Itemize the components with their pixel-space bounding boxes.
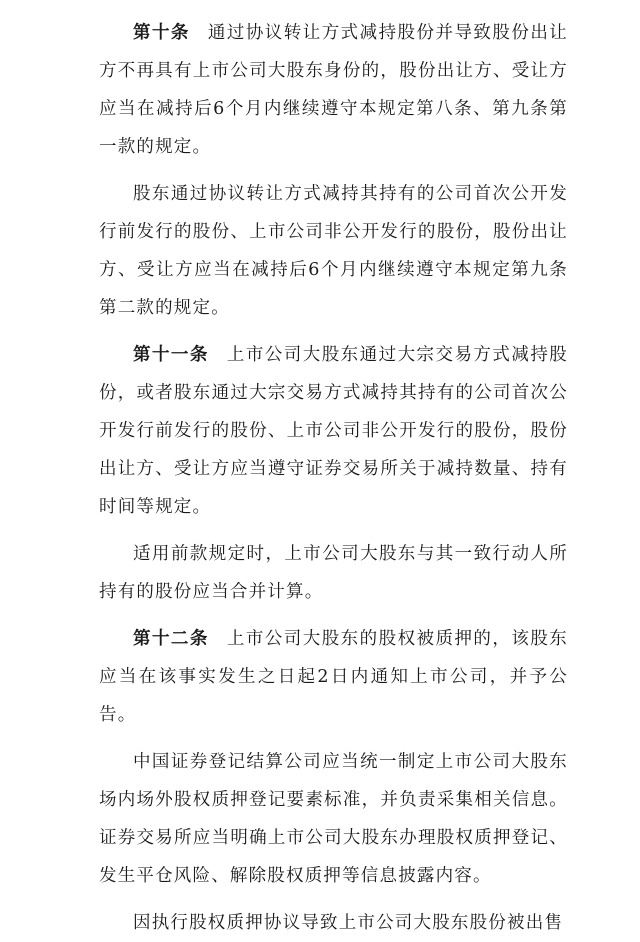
paragraph-text: 因执行股权质押协议导致上市公司大股东股份被出售	[133, 913, 564, 933]
paragraph-article-11-clause-2	[99, 535, 568, 611]
paragraph-article-12-clause-3	[99, 904, 568, 942]
paragraph-article-12-clause-2	[99, 743, 568, 895]
article-number: 第十一条	[133, 345, 209, 365]
paragraph-article-10-clause-2	[99, 175, 568, 327]
paragraph-text: 股东通过协议转让方式减持其持有的公司首次公开发行前发行的股份、上市公司非公开发行的股份，股份出让方、受让方应当在减持后6个月内继续遵守本规定第九条第二款的规定。	[99, 184, 568, 318]
paragraph-text: 适用前款规定时，上市公司大股东与其一致行动人所持有的股份应当合并计算。	[99, 544, 568, 602]
paragraph-article-12	[99, 620, 568, 734]
paragraph-article-11	[99, 336, 568, 526]
paragraph-text: 中国证券登记结算公司应当统一制定上市公司大股东场内场外股权质押登记要素标准，并负责采集相关信息。证券交易所应当明确上市公司大股东办理股权质押登记、发生平仓风险、解除股权质押等信息披露内容。	[99, 752, 568, 886]
paragraph-text: 上市公司大股东的股权被质押的，该股东应当在该事实发生之日起2日内通知上市公司，并予公告。	[99, 629, 568, 725]
paragraph-text: 上市公司大股东通过大宗交易方式减持股份，或者股东通过大宗交易方式减持其持有的公司首次公开发行前发行的股份、上市公司非公开发行的股份，股份出让方、受让方应当遵守证券交易所关于减持数量、持有时间等规定。	[99, 345, 568, 517]
paragraph-text: 通过协议转让方式减持股份并导致股份出让方不再具有上市公司大股东身份的，股份出让方、受让方应当在减持后6个月内继续遵守本规定第八条、第九条第一款的规定。	[99, 23, 568, 157]
paragraph-article-10	[99, 14, 568, 166]
article-number: 第十二条	[133, 629, 209, 649]
article-number: 第十条	[133, 23, 190, 43]
